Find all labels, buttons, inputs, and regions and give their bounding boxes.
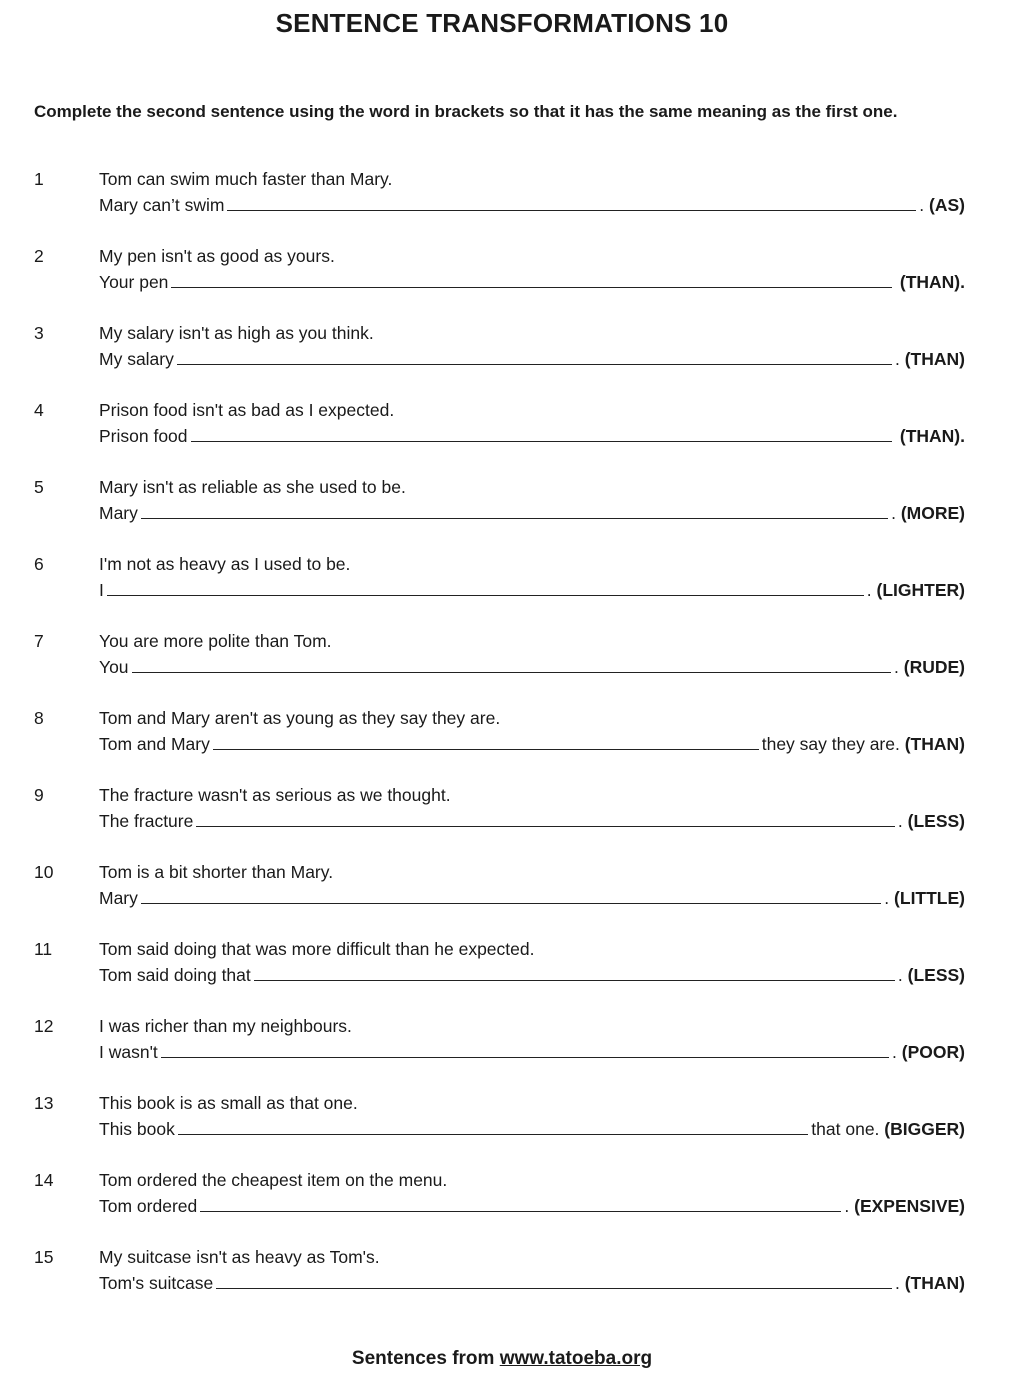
exercise-item: [0, 936, 1024, 1013]
instructions: Complete the second sentence using the word in brackets so that it has the same meaning as the first one.: [34, 102, 898, 121]
keyword: (LESS): [907, 811, 965, 831]
answer-blank[interactable]: [141, 504, 888, 519]
sentence-start: Tom said doing that: [99, 965, 251, 985]
original-sentence: You are more polite than Tom.: [99, 631, 332, 651]
sentence-start: Mary can’t swim: [99, 195, 225, 215]
sentence-start: Prison food: [99, 426, 188, 446]
sentence-start: I: [99, 580, 104, 600]
answer-blank[interactable]: [191, 427, 892, 442]
sentence-end: .: [884, 888, 890, 908]
sentence-start: Tom ordered: [99, 1196, 198, 1216]
sentence-start: Tom and Mary: [99, 734, 210, 754]
footer: [0, 1348, 1004, 1370]
answer-line: [99, 734, 965, 755]
original-sentence: The fracture wasn't as serious as we thought.: [99, 785, 451, 805]
keyword: (LIGHTER): [876, 580, 965, 600]
sentence-end: .: [892, 1042, 897, 1062]
keyword: (THAN): [904, 734, 965, 754]
original-sentence: Prison food isn't as bad as I expected.: [99, 400, 395, 420]
sentence-end: .: [919, 195, 925, 215]
sentence-end: .: [894, 657, 899, 677]
answer-line: [99, 195, 965, 216]
answer-blank[interactable]: [254, 966, 895, 981]
keyword: (POOR): [901, 1042, 965, 1062]
exercise-item: [0, 1013, 1024, 1090]
exercise-item: [0, 551, 1024, 628]
sentence-start: Your pen: [99, 272, 169, 292]
sentence-end: .: [894, 1273, 900, 1293]
answer-line: [99, 1273, 965, 1294]
exercise-item: [0, 166, 1024, 243]
item-number: 1: [34, 169, 44, 189]
answer-blank[interactable]: [213, 735, 759, 750]
answer-blank[interactable]: [177, 350, 892, 365]
original-sentence: Tom ordered the cheapest item on the menu.: [99, 1170, 448, 1190]
item-number: 3: [34, 323, 44, 343]
exercise-item: [0, 243, 1024, 320]
original-sentence: Tom is a bit shorter than Mary.: [99, 862, 334, 882]
answer-blank[interactable]: [227, 196, 916, 211]
answer-line: [99, 580, 965, 601]
answer-blank[interactable]: [216, 1274, 892, 1289]
answer-line: [99, 657, 965, 678]
original-sentence: I'm not as heavy as I used to be.: [99, 554, 351, 574]
tatoeba-link[interactable]: www.tatoeba.org: [499, 1348, 653, 1369]
original-sentence: Tom can swim much faster than Mary.: [99, 169, 393, 189]
sentence-start: The fracture: [99, 811, 194, 831]
item-number: 14: [34, 1170, 54, 1190]
original-sentence: My salary isn't as high as you think.: [99, 323, 374, 343]
exercise-item: [0, 628, 1024, 705]
item-number: 4: [34, 400, 44, 420]
answer-line: [99, 965, 965, 986]
exercise-item: [0, 782, 1024, 859]
answer-line: [99, 1042, 965, 1063]
keyword: (THAN).: [899, 272, 965, 292]
exercise-item: [0, 320, 1024, 397]
item-number: 7: [34, 631, 44, 651]
answer-line: [99, 272, 965, 293]
answer-blank[interactable]: [107, 581, 864, 596]
answer-blank[interactable]: [196, 812, 895, 827]
exercise-item: [0, 705, 1024, 782]
answer-blank[interactable]: [200, 1197, 841, 1212]
sentence-start: Tom's suitcase: [99, 1273, 214, 1293]
sentence-end: .: [844, 1196, 850, 1216]
sentence-end: they say they are.: [761, 734, 900, 754]
answer-blank[interactable]: [171, 273, 892, 288]
keyword: (BIGGER): [884, 1119, 965, 1139]
item-number: 10: [34, 862, 54, 882]
keyword: (EXPENSIVE): [854, 1196, 965, 1216]
answer-blank[interactable]: [178, 1120, 808, 1135]
answer-line: [99, 349, 965, 370]
sentence-end: .: [894, 349, 900, 369]
keyword: (THAN).: [899, 426, 965, 446]
original-sentence: This book is as small as that one.: [99, 1093, 358, 1113]
exercise-item: [0, 1244, 1024, 1321]
original-sentence: Tom said doing that was more difficult than he expected.: [99, 939, 535, 959]
sentence-start: This book: [99, 1119, 175, 1139]
original-sentence: My pen isn't as good as yours.: [99, 246, 335, 266]
item-number: 5: [34, 477, 44, 497]
keyword: (RUDE): [903, 657, 965, 677]
item-number: 12: [34, 1016, 54, 1036]
original-sentence: I was richer than my neighbours.: [99, 1016, 352, 1036]
answer-line: [99, 811, 965, 832]
sentence-start: My salary: [99, 349, 174, 369]
sentence-start: Mary: [99, 503, 138, 523]
sentence-end: .: [866, 580, 872, 600]
keyword: (LESS): [907, 965, 965, 985]
answer-line: [99, 1196, 965, 1217]
item-number: 8: [34, 708, 44, 728]
exercise-item: [0, 1090, 1024, 1167]
keyword: (LITTLE): [894, 888, 965, 908]
item-number: 9: [34, 785, 44, 805]
item-number: 15: [34, 1247, 54, 1267]
sentence-end: that one.: [811, 1119, 880, 1139]
keyword: (MORE): [900, 503, 965, 523]
item-number: 13: [34, 1093, 54, 1113]
answer-line: [99, 426, 965, 447]
item-number: 6: [34, 554, 44, 574]
keyword: (AS): [929, 195, 965, 215]
sentence-end: .: [897, 811, 903, 831]
exercise-item: [0, 397, 1024, 474]
page-title: SENTENCE TRANSFORMATIONS 10: [275, 8, 729, 38]
answer-line: [99, 503, 965, 524]
answer-blank[interactable]: [141, 889, 881, 904]
keyword: (THAN): [904, 1273, 965, 1293]
exercise-item: [0, 1167, 1024, 1244]
item-number: 11: [34, 939, 53, 959]
original-sentence: Tom and Mary aren't as young as they say they are.: [99, 708, 501, 728]
answer-line: [99, 1119, 965, 1140]
footer-prefix: Sentences from: [351, 1348, 495, 1369]
sentence-end: .: [897, 965, 903, 985]
sentence-end: .: [891, 503, 896, 523]
answer-blank[interactable]: [132, 658, 891, 673]
original-sentence: My suitcase isn't as heavy as Tom's.: [99, 1247, 380, 1267]
item-number: 2: [34, 246, 44, 266]
original-sentence: Mary isn't as reliable as she used to be.: [99, 477, 406, 497]
keyword: (THAN): [904, 349, 965, 369]
sentence-start: You: [99, 657, 129, 677]
exercise-item: [0, 474, 1024, 551]
answer-line: [99, 888, 965, 909]
sentence-start: I wasn't: [99, 1042, 158, 1062]
exercise-list: [0, 166, 1024, 1321]
sentence-start: Mary: [99, 888, 138, 908]
answer-blank[interactable]: [161, 1043, 889, 1058]
exercise-item: [0, 859, 1024, 936]
